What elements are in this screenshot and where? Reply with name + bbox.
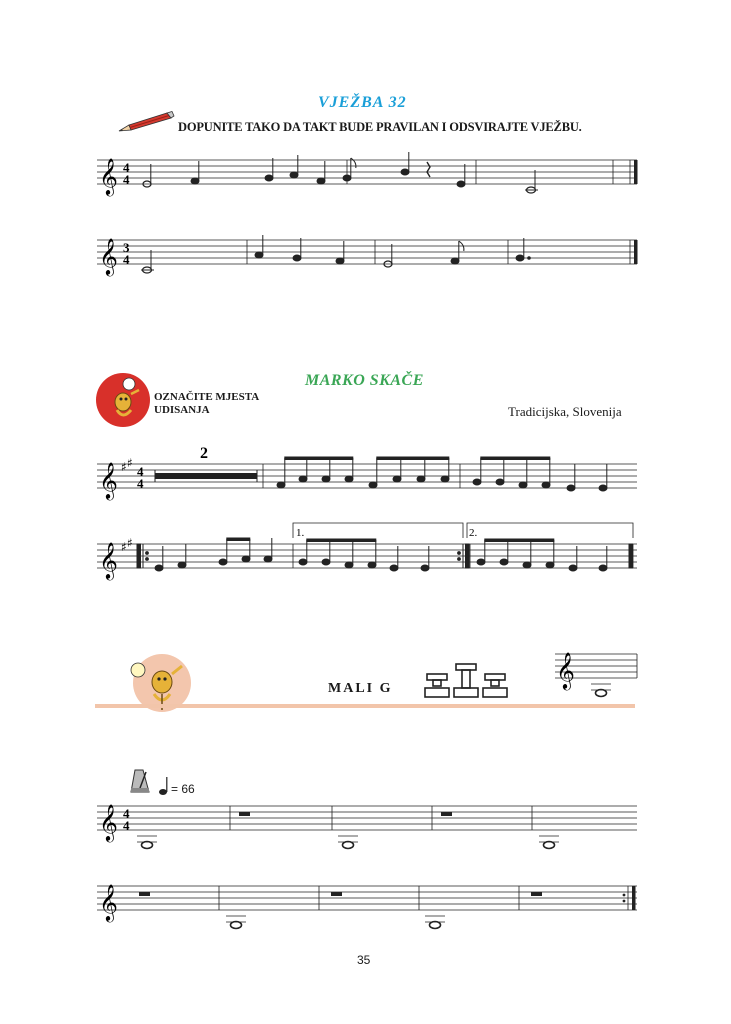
exercise-staff-1	[97, 150, 639, 200]
song-title: MARKO SKAČE	[305, 372, 424, 389]
treble-clef-icon: 𝄞	[99, 541, 118, 579]
tempo-marking: = 66	[171, 782, 195, 796]
metronome-icon	[129, 768, 153, 794]
sharp-icon: ♯	[121, 540, 127, 554]
time-sig-bottom: 4	[123, 172, 130, 187]
sharp-icon: ♯	[127, 456, 133, 470]
exercise-staff-2	[97, 230, 639, 280]
breath-badge-icon	[95, 372, 151, 428]
treble-clef-icon: 𝄞	[556, 651, 575, 689]
exercise-instruction: DOPUNITE TAKO DA TAKT BUDE PRAVILAN I ODSVIRAJTE VJEŽBU.	[178, 120, 582, 134]
treble-clef-icon: 𝄞	[99, 157, 118, 195]
treble-clef-icon: 𝄞	[99, 803, 118, 841]
sharp-icon: ♯	[121, 460, 127, 474]
time-sig-top: 3	[123, 240, 130, 255]
exercise-title: VJEŽBA 32	[318, 94, 407, 111]
practice-staff-1	[97, 800, 639, 852]
page-number: 35	[357, 953, 371, 967]
time-sig-top: 4	[123, 806, 130, 821]
valve-fingering-icon	[424, 662, 508, 700]
quarter-note-icon	[158, 776, 170, 796]
pencil-icon	[117, 111, 175, 135]
song-staff-1	[97, 446, 639, 506]
time-sig-bottom: 4	[137, 476, 144, 491]
treble-clef-icon: 𝄞	[99, 237, 118, 275]
time-sig-top: 4	[137, 464, 144, 479]
practice-staff-2	[97, 880, 639, 932]
time-sig-bottom: 4	[123, 252, 130, 267]
sharp-icon: ♯	[127, 536, 133, 550]
lesson-title: MALI G	[328, 681, 393, 696]
first-ending-label: 1.	[296, 527, 305, 539]
song-staff-2	[97, 520, 639, 584]
treble-clef-icon: 𝄞	[99, 883, 118, 921]
song-origin: Tradicijska, Slovenija	[508, 404, 622, 419]
time-sig-bottom: 4	[123, 818, 130, 833]
breath-instruction: OZNAČITE MJESTA UDISANJA	[154, 391, 259, 416]
treble-clef-icon: 𝄞	[99, 461, 118, 499]
multi-rest-count: 2	[200, 445, 208, 462]
second-ending-label: 2.	[469, 527, 478, 539]
section-divider	[95, 704, 635, 708]
note-g-staff	[555, 646, 639, 708]
time-sig-top: 4	[123, 160, 130, 175]
